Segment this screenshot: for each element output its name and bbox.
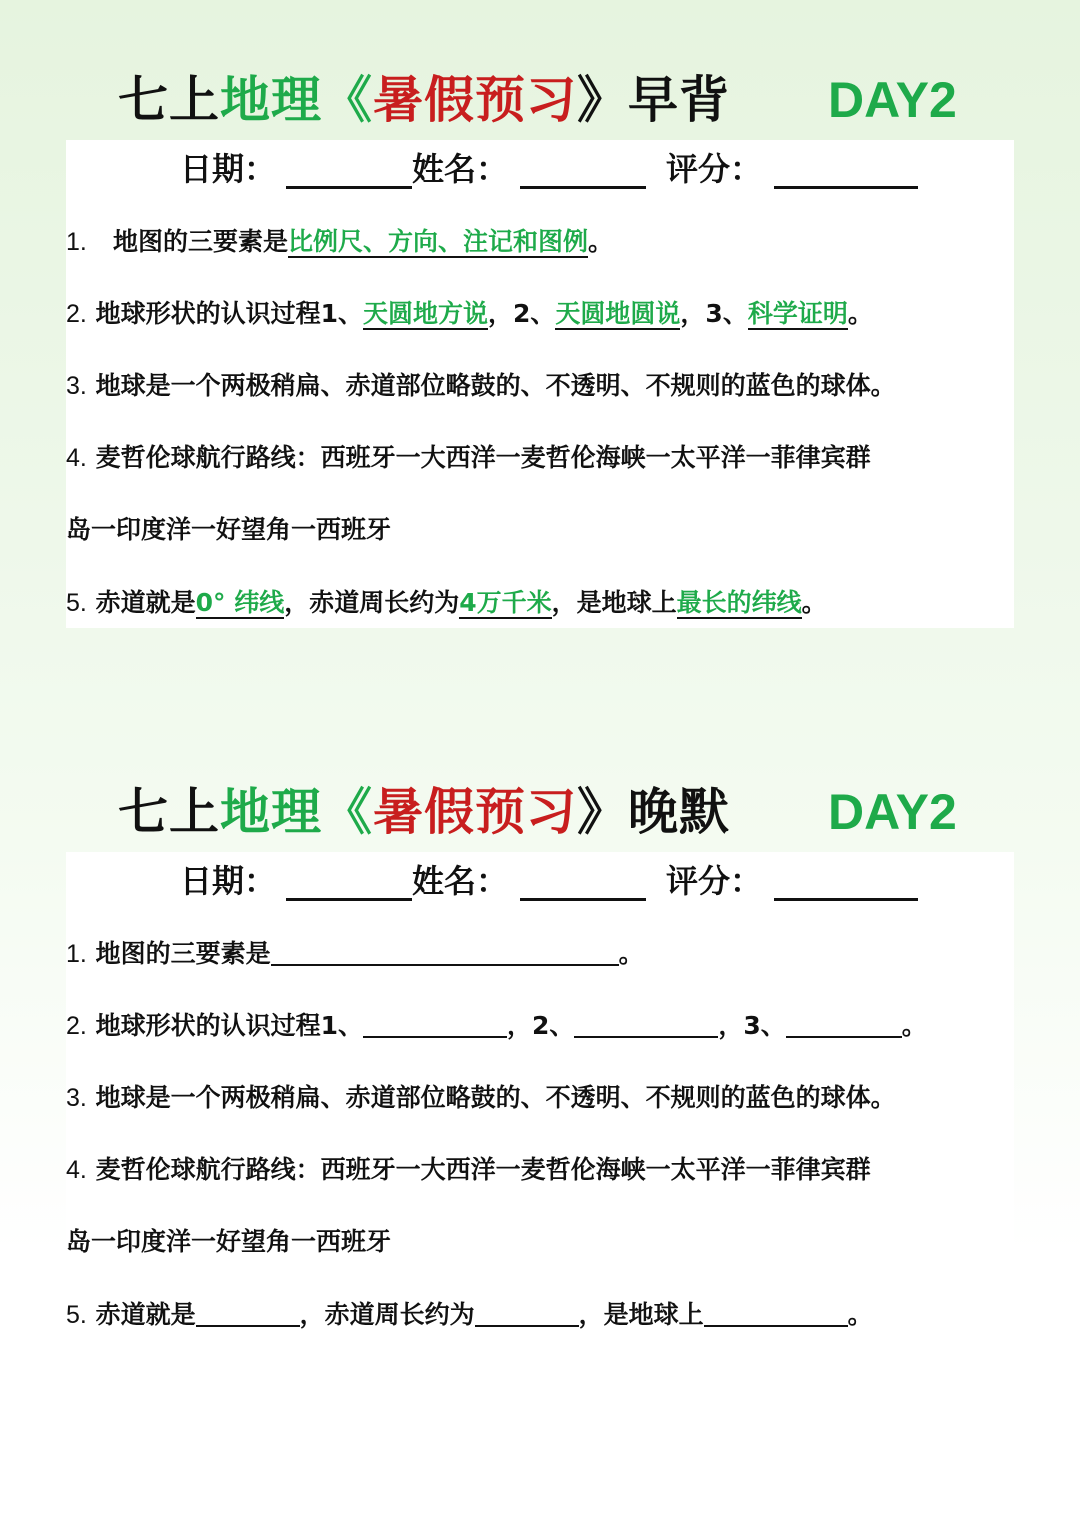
morning-question-3: [66, 366, 896, 406]
question-text: 麦哲伦球航行路线：西班牙一大西洋一麦哲伦海峡一太平洋一菲律宾群: [95, 1155, 871, 1184]
evening-question-4: [66, 1150, 871, 1190]
evening-question-5: [66, 1295, 873, 1335]
morning-sheet: [66, 140, 1014, 628]
question-number: 2.: [66, 300, 87, 328]
score-label: 评分：: [666, 862, 763, 900]
title-topic: 暑假预习: [373, 783, 577, 841]
evening-sheet: [66, 852, 1014, 1352]
question-text: ，赤道周长约为: [299, 1300, 475, 1329]
answer-text: 天圆地圆说: [555, 299, 681, 328]
question-text: 地球是一个两极稍扁、赤道部位略鼓的、不透明、不规则的蓝色的球体。: [95, 1083, 896, 1112]
answer-text: 科学证明: [747, 299, 848, 328]
title-grade: 七上: [118, 71, 220, 129]
morning-title: [118, 60, 730, 140]
answer-text: 4万千米: [459, 588, 552, 617]
date-blank[interactable]: [286, 898, 412, 901]
question-text: ，赤道周长约为: [284, 588, 460, 617]
question-text: ，是地球上: [551, 588, 677, 617]
question-number: 1.: [66, 228, 87, 256]
evening-day-label: DAY2: [828, 784, 957, 840]
score-blank[interactable]: [774, 898, 918, 901]
morning-question-4-cont: [66, 510, 391, 550]
morning-day-label: DAY2: [828, 72, 957, 128]
answer-text: 0° 纬线: [195, 588, 285, 617]
title-grade: 七上: [118, 783, 220, 841]
question-text: 地球形状的认识过程1、: [95, 1011, 363, 1040]
title-subject: 地理《: [220, 783, 373, 841]
title-topic: 暑假预习: [373, 71, 577, 129]
question-text: 赤道就是: [95, 1300, 196, 1329]
question-number: 2.: [66, 1012, 87, 1040]
question-text: 地图的三要素是: [95, 939, 271, 968]
question-text: 地球是一个两极稍扁、赤道部位略鼓的、不透明、不规则的蓝色的球体。: [95, 371, 896, 400]
morning-question-2: [66, 294, 873, 334]
question-end: 。: [901, 1011, 927, 1040]
answer-text: 天圆地方说: [362, 299, 488, 328]
answer-blank[interactable]: [271, 940, 619, 966]
answer-blank[interactable]: [786, 1012, 902, 1038]
score-label: 评分：: [666, 150, 763, 188]
question-end: 。: [618, 939, 644, 968]
answer-blank[interactable]: [574, 1012, 718, 1038]
question-number: 1.: [66, 940, 87, 968]
name-blank[interactable]: [520, 186, 646, 189]
title-mode: 》晚默: [577, 783, 730, 841]
question-text: 岛一印度洋一好望角一西班牙: [66, 515, 392, 544]
answer-text: 最长的纬线: [676, 588, 802, 617]
evening-question-2: [66, 1006, 927, 1046]
question-text: 岛一印度洋一好望角一西班牙: [66, 1227, 392, 1256]
question-number: 4.: [66, 1156, 87, 1184]
question-text: 赤道就是: [95, 588, 196, 617]
question-end: 。: [588, 227, 614, 256]
question-number: 4.: [66, 444, 87, 472]
question-end: 。: [801, 588, 827, 617]
answer-blank[interactable]: [704, 1301, 848, 1327]
separator: ，3、: [718, 1011, 786, 1040]
morning-question-4: [66, 438, 871, 478]
answer-blank[interactable]: [475, 1301, 579, 1327]
question-number: 3.: [66, 372, 87, 400]
answer-blank[interactable]: [363, 1012, 507, 1038]
morning-question-5: [66, 583, 827, 623]
answer-text: 比例尺、方向、注记和图例: [288, 227, 589, 256]
evening-question-4-cont: [66, 1222, 391, 1262]
separator: ，3、: [680, 299, 748, 328]
separator: ，2、: [506, 1011, 575, 1040]
name-label: 姓名：: [412, 862, 509, 900]
question-end: 。: [847, 299, 873, 328]
evening-question-3: [66, 1078, 896, 1118]
question-text: 地球形状的认识过程1、: [95, 299, 363, 328]
date-blank[interactable]: [286, 186, 412, 189]
title-mode: 》早背: [577, 71, 730, 129]
evening-question-1: [66, 934, 644, 974]
question-text: ，是地球上: [578, 1300, 704, 1329]
evening-title: [118, 772, 730, 852]
date-label: 日期：: [180, 862, 277, 900]
name-blank[interactable]: [520, 898, 646, 901]
date-label: 日期：: [180, 150, 277, 188]
question-end: 。: [847, 1300, 873, 1329]
name-label: 姓名：: [412, 150, 509, 188]
question-number: 5.: [66, 1301, 87, 1329]
question-text: 地图的三要素是: [112, 227, 288, 256]
separator: ，2、: [488, 299, 556, 328]
title-subject: 地理《: [220, 71, 373, 129]
morning-question-1: [66, 222, 613, 262]
answer-blank[interactable]: [196, 1301, 300, 1327]
question-number: 5.: [66, 589, 87, 617]
question-number: 3.: [66, 1084, 87, 1112]
score-blank[interactable]: [774, 186, 918, 189]
question-text: 麦哲伦球航行路线：西班牙一大西洋一麦哲伦海峡一太平洋一菲律宾群: [95, 443, 871, 472]
